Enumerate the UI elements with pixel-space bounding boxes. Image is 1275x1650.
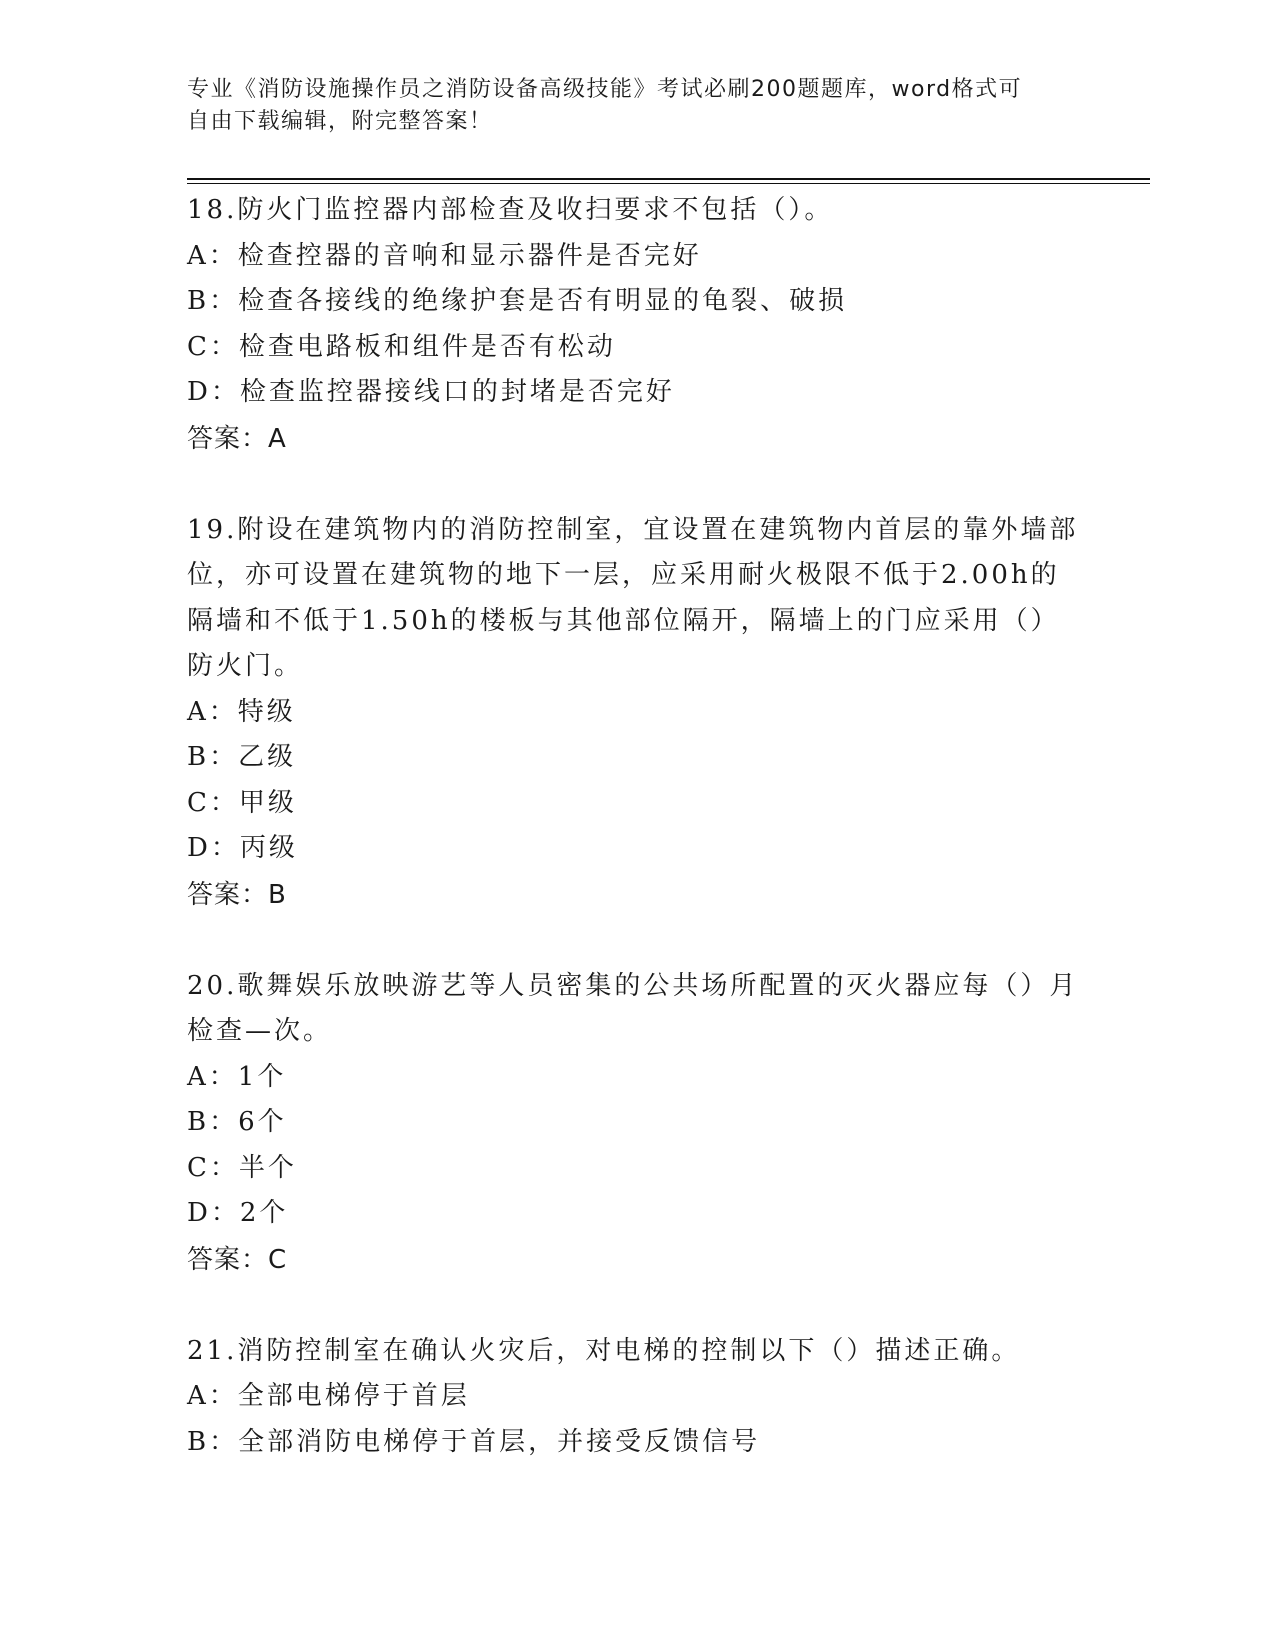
option-d: D：丙级 bbox=[187, 833, 298, 863]
option-a: A：特级 bbox=[187, 696, 296, 727]
question-20 bbox=[187, 964, 1087, 1283]
question-21 bbox=[187, 1329, 1087, 1466]
question-list bbox=[187, 188, 1087, 1465]
option-a: A：检查控器的音响和显示器件是否完好 bbox=[187, 240, 702, 271]
option-a: A：1个 bbox=[187, 1061, 287, 1092]
option-b: B：6个 bbox=[187, 1107, 287, 1137]
option-b: B：检查各接线的绝缘护套是否有明显的龟裂、破损 bbox=[187, 286, 848, 316]
question-stem-line-3: 隔墙和不低于1.50h的楼板与其他部位隔开，隔墙上的门应采用（） bbox=[187, 605, 1060, 636]
answer: 答案：A bbox=[187, 423, 287, 454]
question-stem-line-2: 检查—次。 bbox=[187, 1016, 333, 1046]
option-c: C：半个 bbox=[187, 1152, 297, 1183]
option-c: C：检查电路板和组件是否有松动 bbox=[187, 331, 616, 362]
answer: 答案：B bbox=[187, 879, 287, 910]
header-line-1: 专业《消防设施操作员之消防设备高级技能》考试必刷200题题库，word格式可 bbox=[187, 77, 1023, 102]
option-b: B：全部消防电梯停于首层，并接受反馈信号 bbox=[187, 1426, 761, 1457]
question-19 bbox=[187, 508, 1087, 918]
header-line-2: 自由下载编辑，附完整答案！ bbox=[187, 109, 493, 134]
answer: 答案：C bbox=[187, 1244, 288, 1275]
document-header bbox=[187, 74, 1067, 138]
question-18 bbox=[187, 188, 1087, 462]
question-stem-line-1: 19.附设在建筑物内的消防控制室，宜设置在建筑物内首层的靠外墙部 bbox=[187, 514, 1079, 545]
option-a: A：全部电梯停于首层 bbox=[187, 1381, 470, 1411]
option-d: D：2个 bbox=[187, 1198, 289, 1228]
option-b: B：乙级 bbox=[187, 742, 297, 772]
header-divider-thick bbox=[187, 178, 1150, 180]
question-spacer bbox=[187, 918, 1087, 964]
question-spacer bbox=[187, 1283, 1087, 1329]
header-divider-thin bbox=[187, 183, 1150, 184]
option-d: D：检查监控器接线口的封堵是否完好 bbox=[187, 377, 675, 407]
question-stem: 18.防火门监控器内部检查及收扫要求不包括（）。 bbox=[187, 195, 834, 225]
question-stem-line-2: 位，亦可设置在建筑物的地下一层，应采用耐火极限不低于2.00h的 bbox=[187, 560, 1060, 590]
question-stem-line-1: 20.歌舞娱乐放映游艺等人员密集的公共场所配置的灭火器应每（）月 bbox=[187, 970, 1079, 1001]
question-spacer bbox=[187, 462, 1087, 508]
option-c: C：甲级 bbox=[187, 787, 297, 818]
question-stem-line-4: 防火门。 bbox=[187, 651, 304, 681]
question-stem: 21.消防控制室在确认火灾后，对电梯的控制以下（）描述正确。 bbox=[187, 1335, 1021, 1366]
